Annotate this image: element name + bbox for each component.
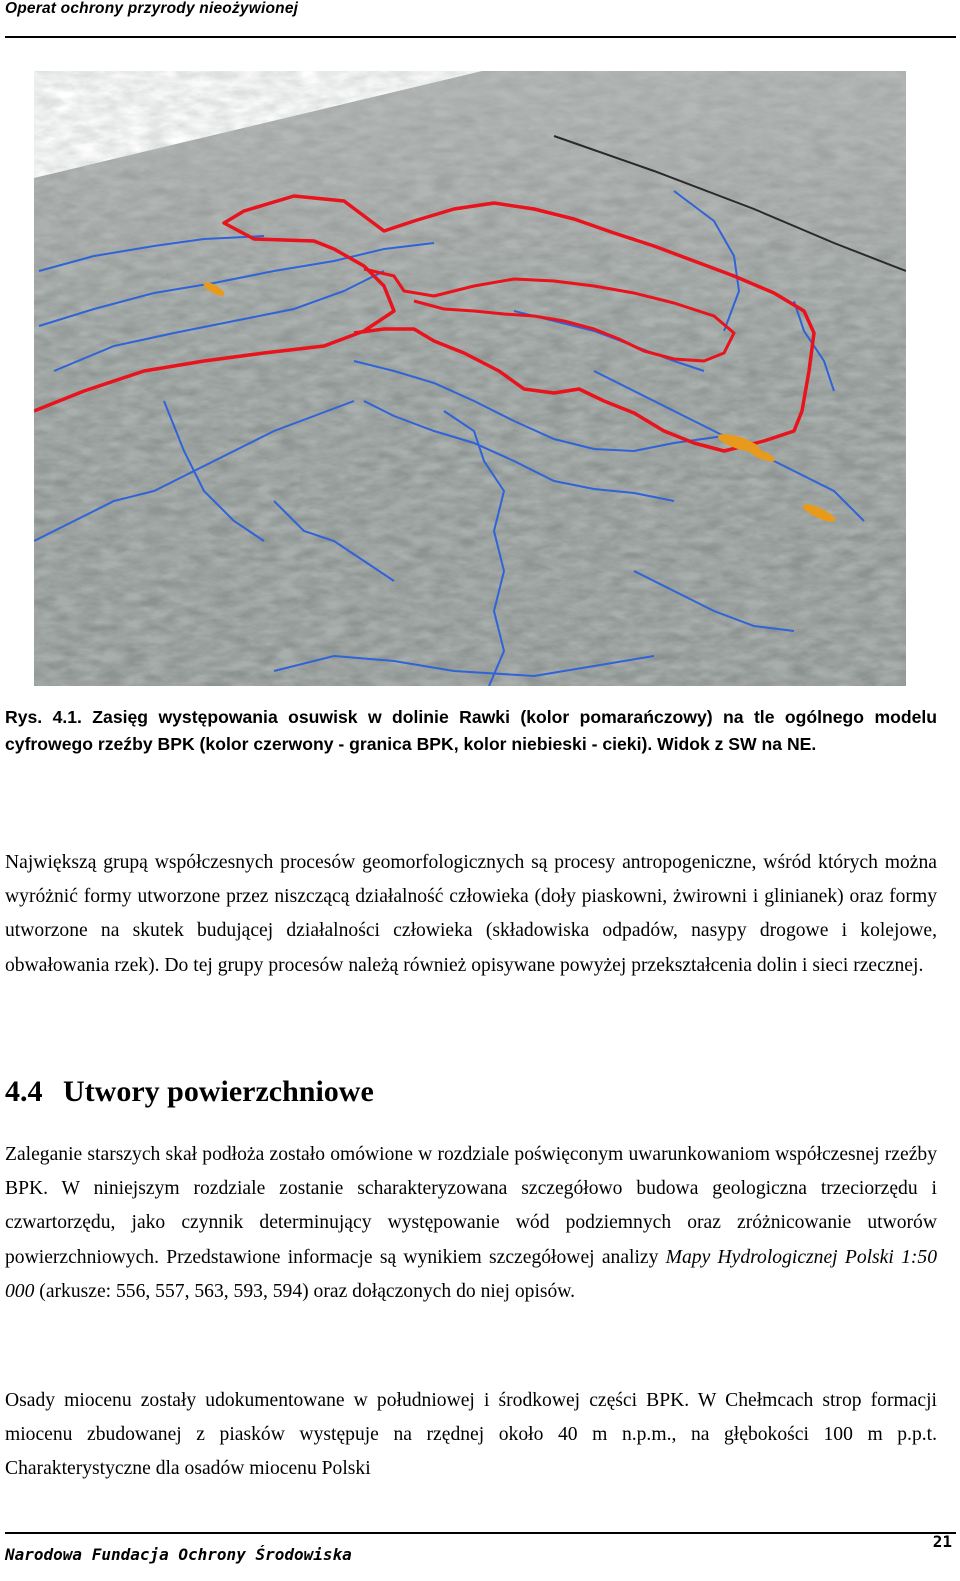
paragraph-geology-part-a: Zaleganie starszych skał podłoża zostało omówione w rozdziale poświęconym uwarunkowaniom współczesnej rzeźby BPK. W niniejszym rozdziale zostanie scharakteryzowana szczegółowo budowa geologiczna trzeciorzędu i czwartorzędu, jako czynnik determinujący występowanie wód podziemnych oraz zróżnicowanie utworów powierzchniowych. Przedstawione informacje są wynikiem szczegółowej analizy <box>5 1144 937 1268</box>
section-heading <box>5 1075 374 1109</box>
map-title-italic: Mapy Hydrologicznej Polski 1:50 000 <box>5 1246 937 1302</box>
paragraph-miocene: Osady miocenu zostały udokumentowane w południowej i środkowej części BPK. W Chełmcach strop formacji miocenu zbudowanej z piasków występuje na rzędnej około 40 m n.p.m., na głębokości 100 m p.p.t. Charakterystyczne dla osadów miocenu Polski <box>5 1390 937 1480</box>
page-number: 21 <box>932 1532 952 1551</box>
terrain-model-image <box>34 71 906 686</box>
terrain-figure <box>34 71 906 686</box>
section-number: 4.4 <box>5 1075 43 1108</box>
terrain-texture <box>34 71 906 686</box>
paragraph-anthropogenic: Największą grupą współczesnych procesów geomorfologicznych są procesy antropogeniczne, wśród których można wyróżnić formy utworzone przez niszczącą działalność człowieka (doły piaskowni, żwirowni i glinianek) oraz formy utworzone na skutek budującej działalności człowieka (składowiska odpadów, nasypy drogowe i kolejowe, obwałowania rzek). Do tej grupy procesów należą również opisywane powyżej przekształcenia dolin i sieci rzecznej. <box>5 852 937 976</box>
paragraph-geology-part-b: (arkusze: 556, 557, 563, 593, 594) oraz dołączonych do niej opisów. <box>34 1280 576 1302</box>
running-header-title: Operat ochrony przyrody nieożywionej <box>5 0 299 17</box>
footer-organization: Narodowa Fundacja Ochrony Środowiska <box>5 1545 352 1564</box>
paragraph-geology <box>5 1138 937 1309</box>
footer-rule <box>5 1532 956 1534</box>
header-rule <box>5 36 956 38</box>
section-title: Utwory powierzchniowe <box>63 1075 374 1108</box>
figure-caption: Rys. 4.1. Zasięg występowania osuwisk w dolinie Rawki (kolor pomarańczowy) na tle ogólnego modelu cyfrowego rzeźby BPK (kolor czerwony - granica BPK, kolor niebieski - cieki). Widok z SW na NE. <box>5 707 937 754</box>
